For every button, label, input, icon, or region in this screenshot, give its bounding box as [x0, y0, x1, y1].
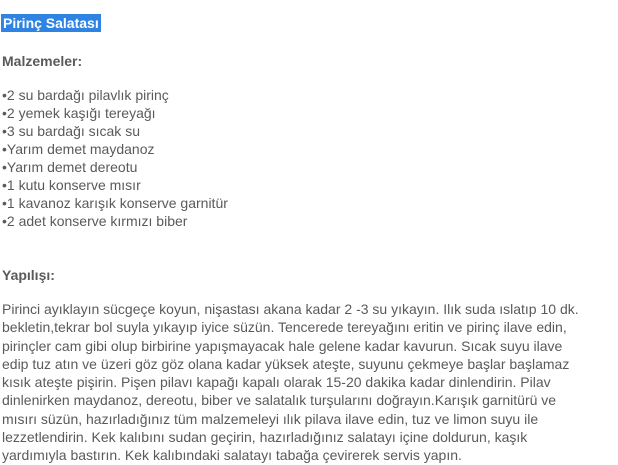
ingredient-text: 1 kutu konserve mısır	[6, 177, 141, 193]
method-line: Pirinci ayıklayın sücgeçe koyun, nişastası akana kadar 2 -3 su yıkayın. Ilık suda ıslatıp 10 dk.	[2, 301, 579, 317]
bullet: •	[2, 141, 7, 157]
method-paragraph	[2, 300, 612, 465]
recipe-title: Pirinç Salatası	[3, 15, 99, 31]
ingredient-text: Yarım demet maydanoz	[6, 141, 155, 157]
ingredient-text: Yarım demet dereotu	[6, 159, 138, 175]
ingredient-item	[2, 122, 228, 140]
bullet: •	[2, 177, 7, 193]
ingredient-item	[2, 194, 228, 212]
bullet: •	[2, 123, 7, 139]
method-line: mısırı süzün, hazırladığınız tüm malzemeleyi ılık pilava ilave edin, tuz ve limon suyu ile	[2, 410, 539, 427]
method-line: bekletin,tekrar bol suyla yıkayıp iyice süzün. Tencerede tereyağını eritin ve pirinç ilave edin,	[2, 319, 567, 336]
ingredient-text: 2 su bardağı pilavlık pirinç	[6, 87, 169, 103]
ingredient-item	[2, 158, 228, 176]
ingredient-text: 2 yemek kaşığı tereyağı	[6, 105, 156, 121]
bullet: •	[2, 105, 7, 121]
ingredient-item	[2, 104, 228, 122]
bullet: •	[2, 87, 7, 103]
ingredient-item	[2, 86, 228, 104]
ingredient-text: 3 su bardağı sıcak su	[6, 123, 140, 139]
ingredients-heading: Malzemeler:	[2, 53, 83, 69]
bullet: •	[2, 159, 7, 175]
ingredient-item	[2, 212, 228, 230]
bullet: •	[2, 213, 7, 229]
ingredients-list	[2, 86, 228, 230]
ingredient-item	[2, 140, 228, 158]
method-line: kısık ateşte pişirin. Pişen pilavı kapağı kapalı olarak 15-20 dakika kadar dinlendirin. Pilav	[2, 374, 551, 391]
method-heading: Yapılışı:	[2, 267, 55, 283]
method-line: lezzetlendirin. Kek kalıbını sudan geçirin, hazırladığınız salatayı içine doldurun, kaşık	[2, 429, 528, 446]
method-line: pirinçler cam gibi olup birbirine yapışmayacak hale gelene kadar kavurun. Sıcak suyu ilave	[2, 337, 563, 354]
ingredient-text: 2 adet konserve kırmızı biber	[6, 213, 188, 229]
method-line: dinlenirken maydanoz, dereotu, biber ve salatalık turşularını doğrayın.Karışık garnitürü ve	[2, 392, 557, 409]
ingredient-item	[2, 176, 228, 194]
bullet: •	[2, 195, 7, 211]
method-line: yardımıyla bastırın. Kek kalıbındaki salatayı tabağa çevirerek servis yapın.	[2, 447, 462, 464]
ingredient-text: 1 kavanoz karışık konserve garnitür	[6, 195, 228, 211]
method-line: edip tuz atın ve üzeri göz göz olana kadar yüksek ateşte, suyunu çekmeye başlar başlamaz	[2, 355, 570, 372]
